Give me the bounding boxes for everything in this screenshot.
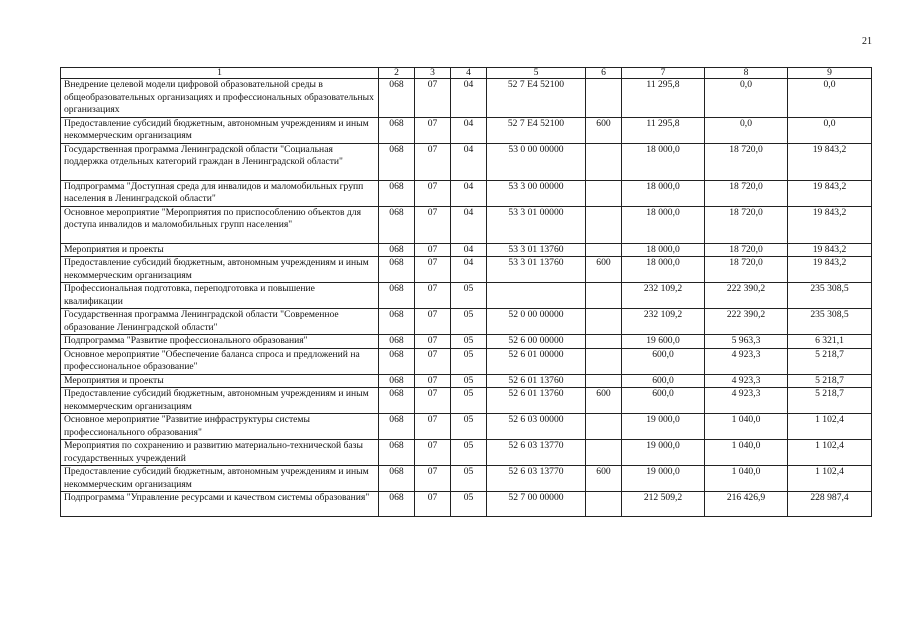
amount-year2-cell: 1 040,0	[705, 414, 788, 440]
subsection-cell: 04	[451, 117, 487, 143]
subsection-cell: 05	[451, 440, 487, 466]
target-article-cell: 52 6 01 13760	[487, 374, 586, 388]
row-name-cell: Предоставление субсидий бюджетным, автономным учреждениям и иным некоммерческим организациям	[61, 257, 379, 283]
column-header: 8	[705, 68, 788, 79]
amount-year2-cell: 0,0	[705, 79, 788, 118]
expense-type-cell: 600	[586, 117, 622, 143]
expense-type-cell	[586, 374, 622, 388]
amount-year2-cell: 0,0	[705, 117, 788, 143]
section-cell: 07	[415, 335, 451, 349]
subsection-cell: 05	[451, 374, 487, 388]
target-article-cell: 53 3 01 00000	[487, 206, 586, 243]
grbs-cell: 068	[379, 79, 415, 118]
grbs-cell: 068	[379, 309, 415, 335]
subsection-cell: 04	[451, 243, 487, 257]
section-cell: 07	[415, 143, 451, 180]
table-row	[61, 180, 872, 206]
amount-year1-cell: 600,0	[622, 388, 705, 414]
expense-type-cell: 600	[586, 257, 622, 283]
subsection-cell: 05	[451, 309, 487, 335]
amount-year1-cell: 232 109,2	[622, 283, 705, 309]
row-name-cell: Государственная программа Ленинградской области "Современное образование Ленинградской области"	[61, 309, 379, 335]
expense-type-cell	[586, 79, 622, 118]
target-article-cell: 52 6 03 13770	[487, 440, 586, 466]
expense-type-cell	[586, 492, 622, 517]
grbs-cell: 068	[379, 283, 415, 309]
expense-type-cell	[586, 335, 622, 349]
row-name-cell: Основное мероприятие "Развитие инфраструктуры системы профессионального образования"	[61, 414, 379, 440]
amount-year3-cell: 1 102,4	[788, 414, 872, 440]
table-row	[61, 348, 872, 374]
grbs-cell: 068	[379, 414, 415, 440]
column-header: 5	[487, 68, 586, 79]
section-cell: 07	[415, 117, 451, 143]
expense-type-cell: 600	[586, 466, 622, 492]
target-article-cell: 52 6 01 00000	[487, 348, 586, 374]
amount-year3-cell: 6 321,1	[788, 335, 872, 349]
table-row	[61, 466, 872, 492]
amount-year3-cell: 228 987,4	[788, 492, 872, 517]
subsection-cell: 04	[451, 180, 487, 206]
table-row	[61, 492, 872, 517]
row-name-cell: Подпрограмма "Развитие профессионального образования"	[61, 335, 379, 349]
table-row	[61, 243, 872, 257]
expense-type-cell	[586, 143, 622, 180]
section-cell: 07	[415, 257, 451, 283]
section-cell: 07	[415, 374, 451, 388]
subsection-cell: 05	[451, 348, 487, 374]
table-row	[61, 206, 872, 243]
target-article-cell: 52 6 00 00000	[487, 335, 586, 349]
table-row	[61, 309, 872, 335]
row-name-cell: Предоставление субсидий бюджетным, автономным учреждениям и иным некоммерческим организациям	[61, 466, 379, 492]
section-cell: 07	[415, 348, 451, 374]
expense-type-cell	[586, 414, 622, 440]
row-name-cell: Основное мероприятие "Мероприятия по приспособлению объектов для доступа инвалидов и маломобильных групп населения"	[61, 206, 379, 243]
row-name-cell: Внедрение целевой модели цифровой образовательной среды в общеобразовательных организациях и профессиональных образовательных организациях	[61, 79, 379, 118]
expense-type-cell	[586, 283, 622, 309]
table-row	[61, 374, 872, 388]
row-name-cell: Предоставление субсидий бюджетным, автономным учреждениям и иным некоммерческим организациям	[61, 117, 379, 143]
amount-year3-cell: 0,0	[788, 79, 872, 118]
target-article-cell: 52 7 E4 52100	[487, 117, 586, 143]
target-article-cell: 52 6 03 00000	[487, 414, 586, 440]
subsection-cell: 05	[451, 335, 487, 349]
amount-year1-cell: 18 000,0	[622, 143, 705, 180]
amount-year1-cell: 232 109,2	[622, 309, 705, 335]
column-header: 1	[61, 68, 379, 79]
target-article-cell: 53 3 01 13760	[487, 257, 586, 283]
section-cell: 07	[415, 466, 451, 492]
target-article-cell: 52 6 01 13760	[487, 388, 586, 414]
amount-year1-cell: 19 000,0	[622, 414, 705, 440]
section-cell: 07	[415, 492, 451, 517]
target-article-cell: 52 0 00 00000	[487, 309, 586, 335]
amount-year1-cell: 18 000,0	[622, 180, 705, 206]
expense-type-cell	[586, 309, 622, 335]
amount-year2-cell: 18 720,0	[705, 206, 788, 243]
subsection-cell: 04	[451, 206, 487, 243]
amount-year2-cell: 222 390,2	[705, 309, 788, 335]
row-name-cell: Профессиональная подготовка, переподготовка и повышение квалификации	[61, 283, 379, 309]
amount-year3-cell: 1 102,4	[788, 440, 872, 466]
target-article-cell: 53 3 01 13760	[487, 243, 586, 257]
table-row	[61, 117, 872, 143]
amount-year2-cell: 5 963,3	[705, 335, 788, 349]
page-number: 21	[862, 36, 872, 47]
table-header-row	[61, 68, 872, 79]
row-name-cell: Подпрограмма "Управление ресурсами и качеством системы образования"	[61, 492, 379, 517]
subsection-cell: 05	[451, 388, 487, 414]
amount-year1-cell: 11 295,8	[622, 79, 705, 118]
expense-type-cell	[586, 440, 622, 466]
table-row	[61, 79, 872, 118]
row-name-cell: Основное мероприятие "Обеспечение баланса спроса и предложений на профессиональное образование"	[61, 348, 379, 374]
amount-year3-cell: 19 843,2	[788, 243, 872, 257]
amount-year3-cell: 235 308,5	[788, 283, 872, 309]
amount-year3-cell: 5 218,7	[788, 374, 872, 388]
grbs-cell: 068	[379, 348, 415, 374]
target-article-cell: 53 0 00 00000	[487, 143, 586, 180]
row-name-cell: Предоставление субсидий бюджетным, автономным учреждениям и иным некоммерческим организациям	[61, 388, 379, 414]
target-article-cell: 52 6 03 13770	[487, 466, 586, 492]
table-row	[61, 414, 872, 440]
row-name-cell: Мероприятия по сохранению и развитию материально-технической базы государственных учреждений	[61, 440, 379, 466]
amount-year1-cell: 19 000,0	[622, 466, 705, 492]
expense-type-cell	[586, 348, 622, 374]
amount-year1-cell: 11 295,8	[622, 117, 705, 143]
amount-year3-cell: 19 843,2	[788, 257, 872, 283]
amount-year2-cell: 18 720,0	[705, 143, 788, 180]
section-cell: 07	[415, 388, 451, 414]
budget-table	[60, 67, 872, 517]
amount-year1-cell: 18 000,0	[622, 257, 705, 283]
amount-year2-cell: 18 720,0	[705, 180, 788, 206]
expense-type-cell	[586, 180, 622, 206]
amount-year2-cell: 1 040,0	[705, 466, 788, 492]
grbs-cell: 068	[379, 335, 415, 349]
row-name-cell: Государственная программа Ленинградской области "Социальная поддержка отдельных категорий граждан в Ленинградской области"	[61, 143, 379, 180]
table-body	[61, 79, 872, 517]
subsection-cell: 05	[451, 283, 487, 309]
subsection-cell: 04	[451, 257, 487, 283]
amount-year1-cell: 18 000,0	[622, 243, 705, 257]
table-row	[61, 283, 872, 309]
grbs-cell: 068	[379, 243, 415, 257]
grbs-cell: 068	[379, 180, 415, 206]
column-header: 9	[788, 68, 872, 79]
expense-type-cell	[586, 206, 622, 243]
table-row	[61, 388, 872, 414]
row-name-cell: Подпрограмма "Доступная среда для инвалидов и маломобильных групп населения в Ленинградской области"	[61, 180, 379, 206]
amount-year1-cell: 600,0	[622, 374, 705, 388]
grbs-cell: 068	[379, 257, 415, 283]
target-article-cell	[487, 283, 586, 309]
amount-year2-cell: 4 923,3	[705, 388, 788, 414]
expense-type-cell	[586, 243, 622, 257]
row-name-cell: Мероприятия и проекты	[61, 374, 379, 388]
grbs-cell: 068	[379, 117, 415, 143]
column-header: 4	[451, 68, 487, 79]
section-cell: 07	[415, 180, 451, 206]
subsection-cell: 04	[451, 143, 487, 180]
grbs-cell: 068	[379, 388, 415, 414]
column-header: 3	[415, 68, 451, 79]
grbs-cell: 068	[379, 206, 415, 243]
amount-year3-cell: 1 102,4	[788, 466, 872, 492]
amount-year2-cell: 18 720,0	[705, 243, 788, 257]
amount-year3-cell: 5 218,7	[788, 348, 872, 374]
amount-year2-cell: 216 426,9	[705, 492, 788, 517]
amount-year2-cell: 4 923,3	[705, 374, 788, 388]
amount-year1-cell: 18 000,0	[622, 206, 705, 243]
column-header: 2	[379, 68, 415, 79]
row-name-cell: Мероприятия и проекты	[61, 243, 379, 257]
section-cell: 07	[415, 414, 451, 440]
amount-year3-cell: 19 843,2	[788, 143, 872, 180]
amount-year2-cell: 4 923,3	[705, 348, 788, 374]
amount-year2-cell: 222 390,2	[705, 283, 788, 309]
column-header: 6	[586, 68, 622, 79]
amount-year3-cell: 19 843,2	[788, 180, 872, 206]
section-cell: 07	[415, 309, 451, 335]
table-row	[61, 440, 872, 466]
column-header: 7	[622, 68, 705, 79]
amount-year1-cell: 600,0	[622, 348, 705, 374]
grbs-cell: 068	[379, 143, 415, 180]
section-cell: 07	[415, 206, 451, 243]
amount-year1-cell: 19 000,0	[622, 440, 705, 466]
grbs-cell: 068	[379, 492, 415, 517]
amount-year3-cell: 19 843,2	[788, 206, 872, 243]
table-row	[61, 143, 872, 180]
target-article-cell: 53 3 00 00000	[487, 180, 586, 206]
amount-year1-cell: 212 509,2	[622, 492, 705, 517]
amount-year1-cell: 19 600,0	[622, 335, 705, 349]
amount-year3-cell: 235 308,5	[788, 309, 872, 335]
grbs-cell: 068	[379, 466, 415, 492]
amount-year3-cell: 5 218,7	[788, 388, 872, 414]
subsection-cell: 05	[451, 466, 487, 492]
section-cell: 07	[415, 79, 451, 118]
table-row	[61, 335, 872, 349]
amount-year3-cell: 0,0	[788, 117, 872, 143]
grbs-cell: 068	[379, 374, 415, 388]
amount-year2-cell: 1 040,0	[705, 440, 788, 466]
target-article-cell: 52 7 E4 52100	[487, 79, 586, 118]
section-cell: 07	[415, 283, 451, 309]
expense-type-cell: 600	[586, 388, 622, 414]
table-row	[61, 257, 872, 283]
section-cell: 07	[415, 243, 451, 257]
section-cell: 07	[415, 440, 451, 466]
subsection-cell: 05	[451, 414, 487, 440]
subsection-cell: 05	[451, 492, 487, 517]
grbs-cell: 068	[379, 440, 415, 466]
target-article-cell: 52 7 00 00000	[487, 492, 586, 517]
amount-year2-cell: 18 720,0	[705, 257, 788, 283]
subsection-cell: 04	[451, 79, 487, 118]
